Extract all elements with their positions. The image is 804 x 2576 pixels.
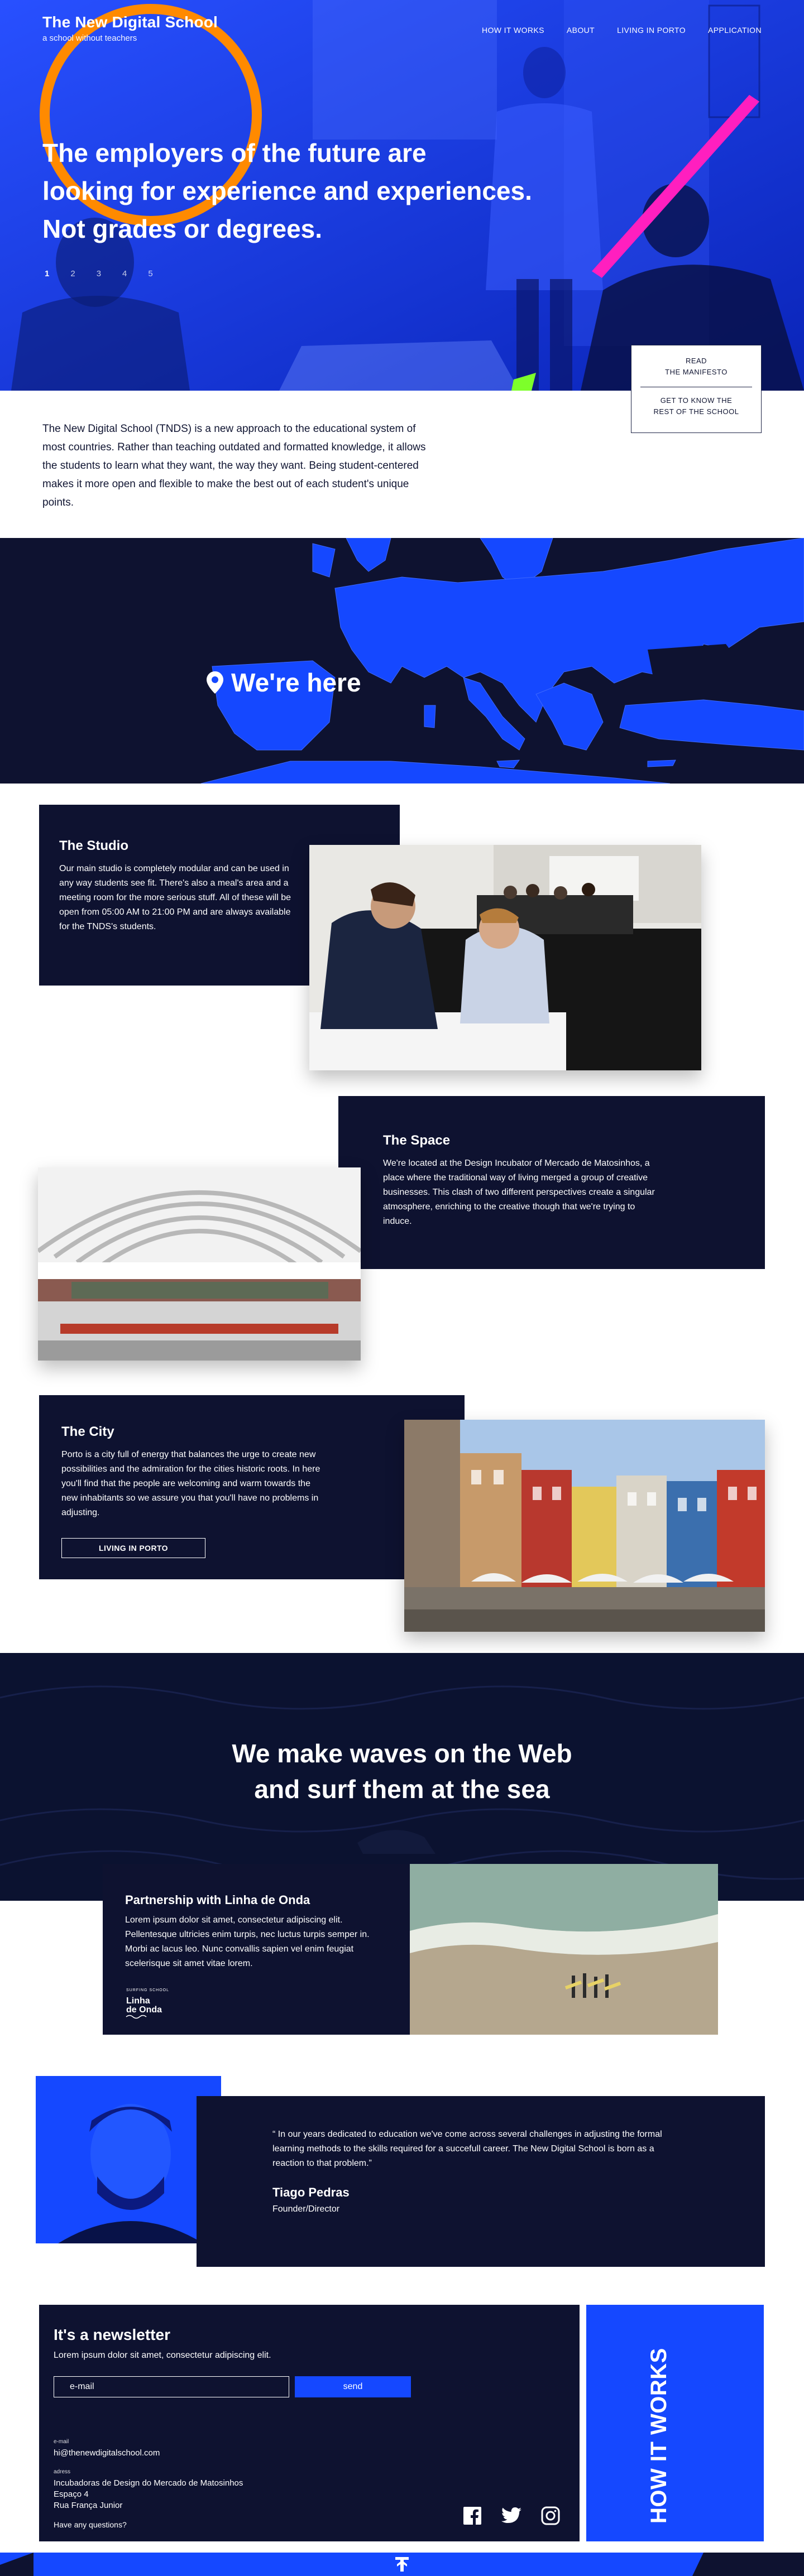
nav-application[interactable]: APPLICATION — [708, 26, 762, 35]
partnership-title: Partnership with Linha de Onda — [125, 1893, 310, 1907]
slide-5[interactable]: 5 — [148, 269, 153, 278]
read-line-2: THE MANIFESTO — [665, 368, 728, 376]
newsletter-card — [39, 2305, 580, 2541]
city-text: Porto is a city full of energy that balances the urge to create new possibilities and the admiration for the cities historic roots. In here you'll find that the people are welcoming and warm towards the new inhabitants so we assure you that you'll have no problems in adjusting. — [61, 1450, 320, 1517]
email-input[interactable] — [54, 2376, 289, 2397]
space-text: We're located at the Design Incubator of Mercado de Matosinhos, a place where the traditional way of living merged a group of creative businesses. This clash of two different perspectives create a singular atmosphere, enriching to the creative though that we're trying to induce. — [383, 1159, 655, 1226]
map-location-label — [207, 667, 361, 698]
email-label: e-mail — [54, 2439, 69, 2445]
slide-2[interactable]: 2 — [70, 269, 75, 278]
email-link[interactable]: hi@thenewdigitalschool.com — [54, 2448, 160, 2458]
space-photo — [38, 1167, 361, 1361]
space-card — [338, 1096, 765, 1269]
hero-headline-line: Not grades or degrees. — [42, 214, 323, 243]
map-section — [0, 538, 804, 784]
hero-headline-line: looking for experience and experiences. — [42, 176, 532, 205]
address-label: adress — [54, 2469, 71, 2475]
bottom-bar — [0, 2553, 804, 2576]
facebook-icon[interactable] — [461, 2505, 484, 2527]
slide-3[interactable]: 3 — [96, 269, 102, 278]
social-links — [461, 2505, 562, 2527]
slide-pagination — [45, 269, 153, 278]
read-manifesto-link[interactable] — [631, 355, 761, 378]
twitter-icon[interactable] — [500, 2505, 523, 2527]
map-label-text: We're here — [231, 668, 361, 697]
site-title[interactable]: The New Digital School — [42, 13, 218, 31]
address-line: Espaço 4 — [54, 2490, 89, 2499]
testimonial-card — [197, 2096, 765, 2267]
slide-1[interactable]: 1 — [45, 269, 50, 278]
surf-photo — [410, 1864, 718, 2035]
manifesto-box — [631, 345, 762, 433]
site-subtitle: a school without teachers — [42, 33, 137, 43]
partnership-text: Lorem ipsum dolor sit amet, consectetur adipiscing elit. Pellentesque ultricies enim turpis, nec luctus turpis semper in. Morbi ac lacus leo. Nunc convallis sapien vel enim feugiat scelerisque sit amet vitae lorem. — [125, 1915, 370, 1968]
waves-line-1: We make waves on the Web — [232, 1739, 572, 1768]
europe-map — [0, 538, 804, 784]
waves-title — [0, 1736, 804, 1807]
get-line-1: GET TO KNOW THE — [660, 396, 733, 405]
nav-living-in-porto[interactable]: LIVING IN PORTO — [617, 26, 686, 35]
newsletter-form — [54, 2376, 565, 2397]
studio-photo — [309, 845, 701, 1070]
hero-headline-line: The employers of the future are — [42, 138, 427, 167]
studio-title: The Studio — [59, 838, 128, 853]
questions-link[interactable]: Have any questions? — [54, 2520, 127, 2529]
back-to-top-icon[interactable] — [395, 2557, 409, 2572]
newsletter-lead: Lorem ipsum dolor sit amet, consectetur adipiscing elit. — [54, 2351, 271, 2360]
linha-de-onda-logo[interactable] — [125, 1986, 186, 2022]
logo-main-text-2: de Onda — [126, 2005, 162, 2015]
testimonial-name: Tiago Pedras — [272, 2185, 350, 2199]
address-line: Incubadoras de Design do Mercado de Matosinhos — [54, 2478, 243, 2488]
logo-main-text-1: Linha — [126, 1996, 150, 2006]
testimonial-quote: “ In our years dedicated to education we've come across several challenges in adjusting the formal learning methods to the skills required for a succefull career. The New Digital School is born as a reaction to that problem.” — [272, 2130, 662, 2168]
nav-about[interactable]: ABOUT — [566, 26, 595, 35]
founder-photo — [36, 2076, 221, 2243]
send-button[interactable]: send — [295, 2376, 411, 2397]
contact-info — [54, 2436, 565, 2511]
how-it-works-label: HOW IT WORKS — [647, 2348, 671, 2524]
city-card — [39, 1395, 465, 1579]
intro-text: The New Digital School (TNDS) is a new approach to the educational system of most countries. Rather than teaching outdated and formatted knowledge, it allows the students to learn what they want, the way they want. Being student-centered makes it more open and flexible to make the best out of each student's unique points. — [42, 423, 426, 508]
living-in-porto-button[interactable]: LIVING IN PORTO — [61, 1538, 205, 1558]
hero — [0, 0, 804, 391]
nav-how-it-works[interactable]: HOW IT WORKS — [481, 26, 544, 35]
studio-text: Our main studio is completely modular and can be used in any way students see fit. There's also a meal's area and a meeting room for the more serious stuff. All of these will be open from 05:00 AM to 21:00 PM and are always available for the TNDS's students. — [59, 864, 291, 931]
newsletter-title: It's a newsletter — [54, 2326, 170, 2343]
partnership-card — [103, 1864, 410, 2035]
email-group — [54, 2436, 565, 2459]
read-line-1: READ — [685, 357, 707, 365]
logo-top-text: SURFING SCHOOL — [126, 1988, 170, 1992]
hero-headline — [42, 134, 578, 248]
address-line: Rua França Junior — [54, 2501, 123, 2510]
city-title: The City — [61, 1424, 114, 1439]
get-line-2: REST OF THE SCHOOL — [653, 407, 739, 416]
slide-4[interactable]: 4 — [122, 269, 127, 278]
waves-line-2: and surf them at the sea — [254, 1775, 550, 1804]
instagram-icon[interactable] — [539, 2505, 562, 2527]
space-title: The Space — [383, 1133, 451, 1148]
get-to-know-link[interactable] — [631, 395, 761, 417]
how-it-works-card[interactable] — [586, 2305, 764, 2541]
main-nav — [482, 26, 762, 35]
brand[interactable] — [42, 13, 218, 43]
location-pin-icon — [207, 671, 223, 694]
testimonial-role: Founder/Director — [272, 2204, 340, 2214]
city-photo — [404, 1420, 765, 1632]
